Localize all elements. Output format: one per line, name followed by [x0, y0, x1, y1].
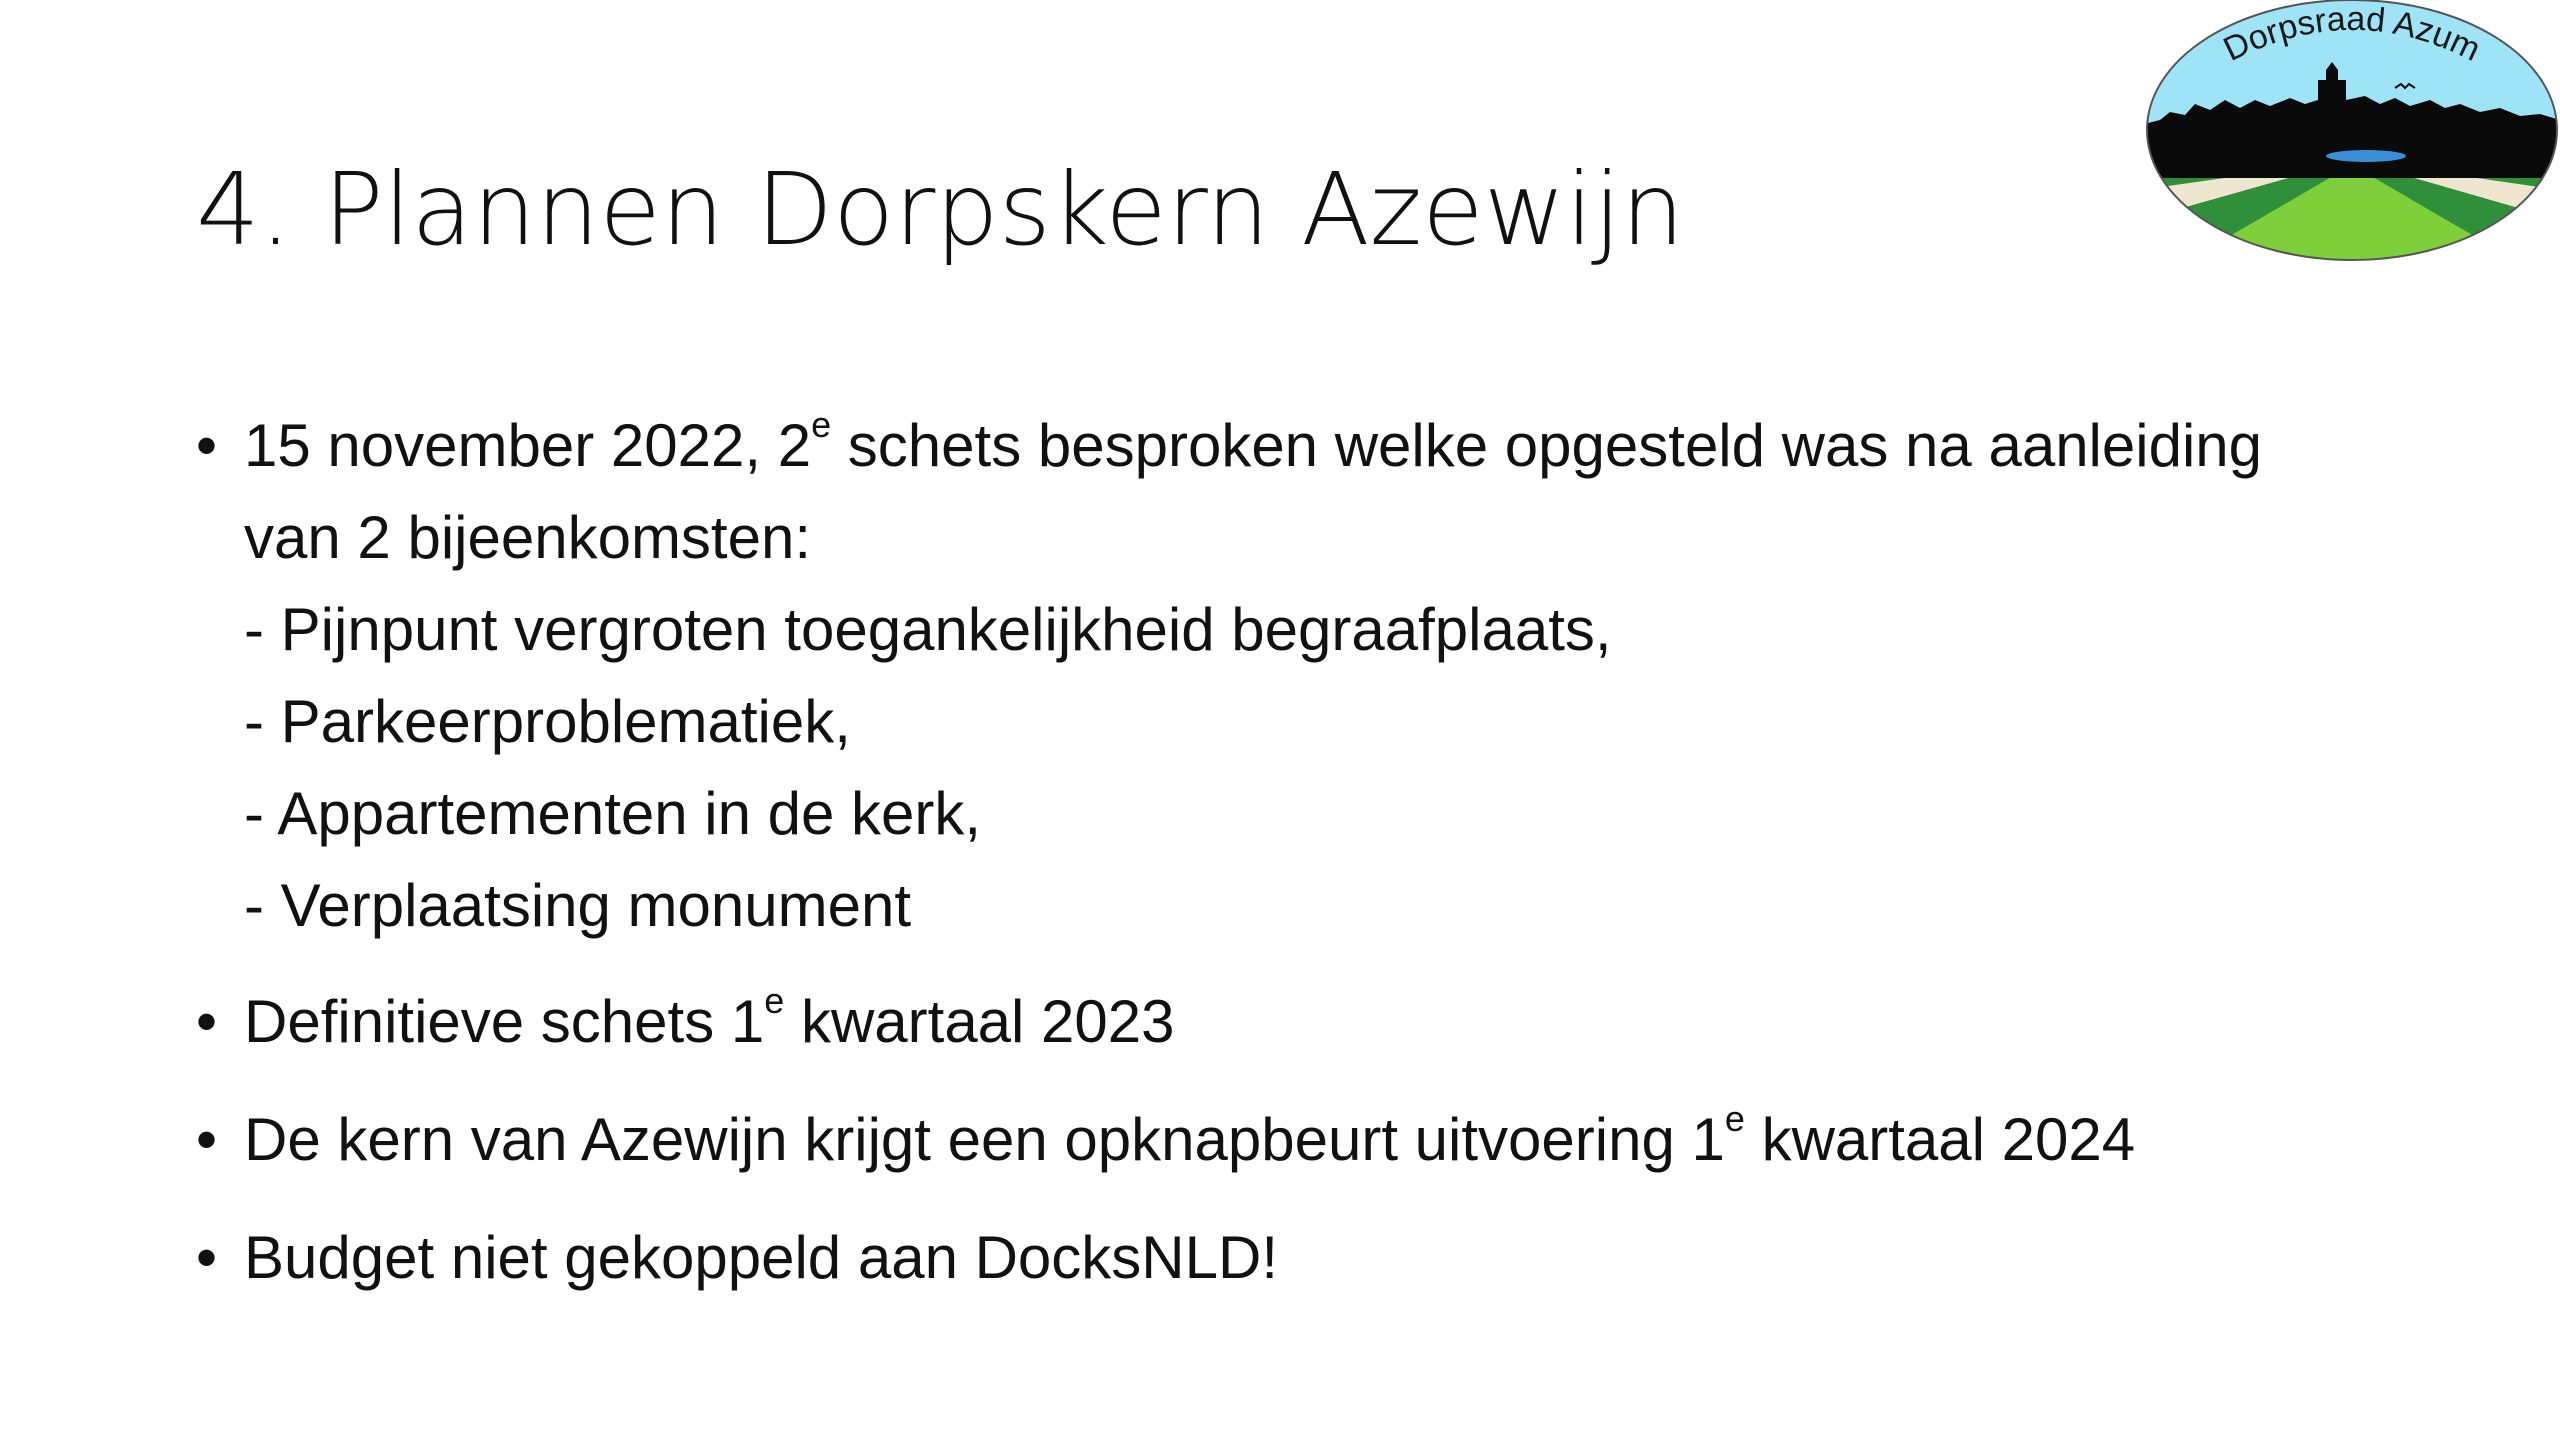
- bullet-dot: •: [196, 988, 218, 1055]
- bullet-item: [196, 1094, 2416, 1186]
- logo-pond: [2326, 150, 2406, 162]
- bullet-dot: •: [196, 412, 218, 479]
- bullet-text: De kern van Azewijn krijgt een opknapbeurt uitvoering 1e kwartaal 2024: [244, 1098, 2136, 1173]
- bullet-text: Budget niet gekoppeld aan DocksNLD!: [244, 1224, 1279, 1291]
- slide-title: 4. Plannen Dorpskern Azewijn: [196, 151, 1685, 268]
- sub-item: - Appartementen in de kerk,: [244, 780, 982, 847]
- logo-text: Dorpsraad Azum: [2217, 0, 2487, 69]
- bullet-dot: •: [196, 1106, 218, 1173]
- bullet-list: [196, 400, 2416, 1304]
- bullet-item: [196, 400, 2416, 952]
- bullet-dot: •: [196, 1224, 218, 1291]
- bullet-text: Definitieve schets 1e kwartaal 2023: [244, 980, 1175, 1055]
- bullet-item: [196, 1212, 2416, 1304]
- bullet-text: 15 november 2022, 2e schets besproken welke opgesteld was na aanleiding: [244, 404, 2263, 479]
- village-skyline-logo: [2140, 0, 2560, 265]
- bullet-text-continued: van 2 bijeenkomsten:: [244, 504, 812, 571]
- sub-item: - Verplaatsing monument: [244, 872, 912, 939]
- sub-item: - Parkeerproblematiek,: [244, 688, 851, 755]
- bullet-item: [196, 976, 2416, 1068]
- sub-item: - Pijnpunt vergroten toegankelijkheid begraafplaats,: [244, 596, 1612, 663]
